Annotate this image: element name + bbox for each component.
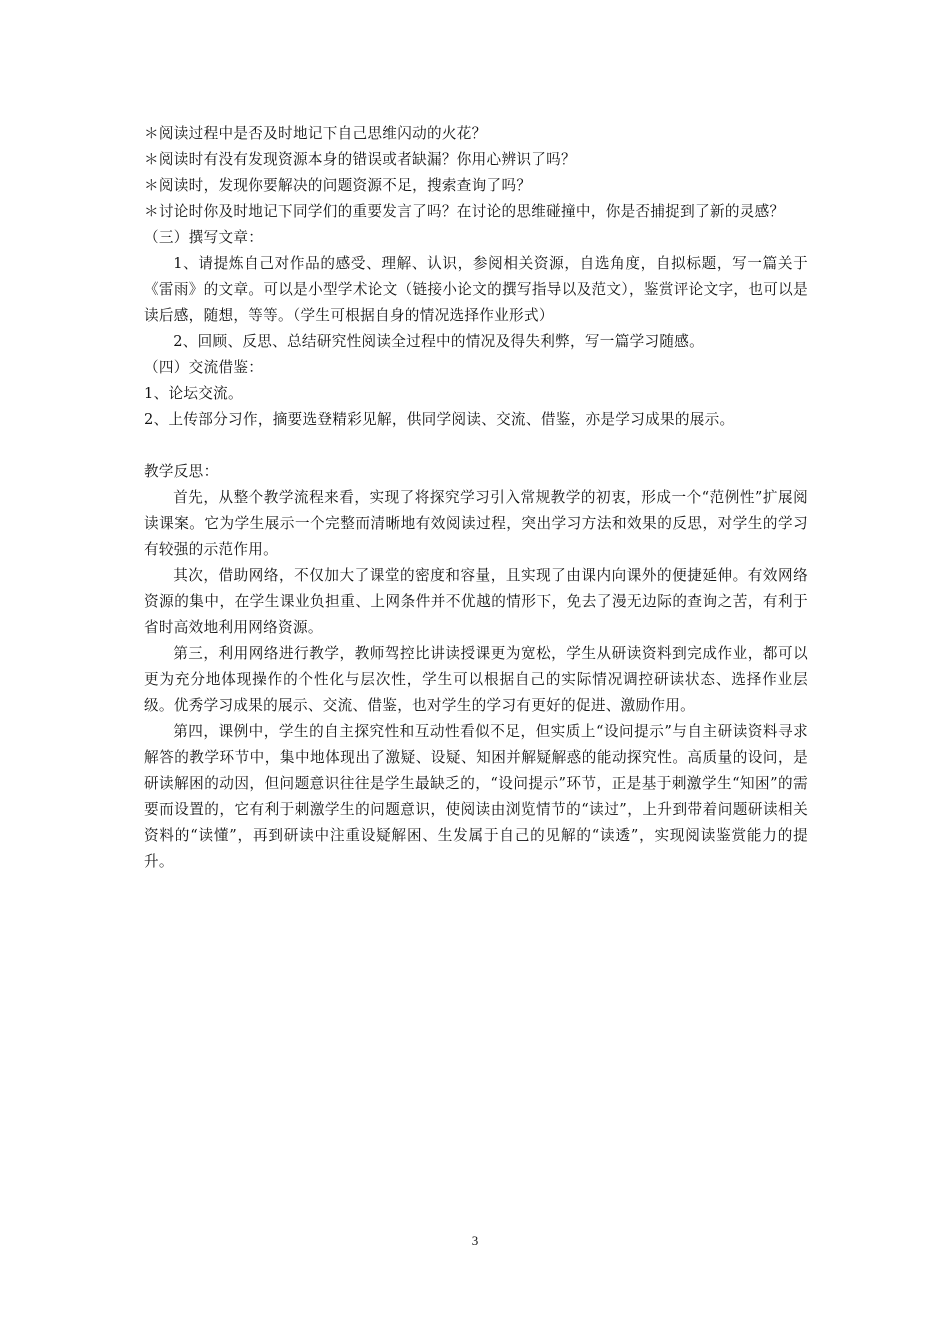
writing-task-1: 1、请提炼自己对作品的感受、理解、认识，参阅相关资源，自选角度，自拟标题，写一篇关于《雷雨》的文章。可以是小型学术论文（链接小论文的撰写指导以及范文），鉴赏评论文字，也可以是读后感，随想，等等。（学生可根据自身的情况选择作业形式） (144, 255, 808, 324)
section-heading-writing: （三）撰写文章： (144, 229, 264, 246)
reflection-heading: 教学反思： (144, 463, 219, 480)
exchange-item-2: 2、上传部分习作，摘要选登精彩见解，供同学阅读、交流、借鉴，亦是学习成果的展示。 (144, 411, 735, 428)
document-body (144, 121, 808, 875)
reflection-paragraph: 第三，利用网络进行教学，教师驾控比讲读授课更为宽松，学生从研读资料到完成作业，都可以更为充分地体现操作的个性化与层次性，学生可以根据自己的实际情况调控研读状态、选择作业层级。优秀学习成果的展示、交流、借鉴，也对学生的学习有更好的促进、激励作用。 (144, 645, 808, 714)
section-heading-exchange: （四）交流借鉴： (144, 359, 264, 376)
checklist-item: ＊阅读时有没有发现资源本身的错误或者缺漏？你用心辨识了吗？ (144, 151, 576, 168)
blank-line (144, 433, 808, 459)
checklist-item: ＊阅读时，发现你要解决的问题资源不足，搜索查询了吗？ (144, 177, 532, 194)
reflection-paragraph: 首先，从整个教学流程来看，实现了将探究学习引入常规教学的初衷，形成一个“范例性”扩展阅读课案。它为学生展示一个完整而清晰地有效阅读过程，突出学习方法和效果的反思，对学生的学习有较强的示范作用。 (144, 489, 808, 558)
page-number: 3 (471, 1233, 479, 1248)
checklist-item: ＊讨论时你及时地记下同学们的重要发言了吗？在讨论的思维碰撞中，你是否捕捉到了新的灵感？ (144, 203, 785, 220)
reflection-paragraph: 第四，课例中，学生的自主探究性和互动性看似不足，但实质上“设问提示”与自主研读资料寻求解答的教学环节中，集中地体现出了激疑、设疑、知困并解疑解惑的能动探究性。高质量的设问，是研读解困的动因，但问题意识往往是学生最缺乏的，“设问提示”环节，正是基于刺激学生“知困”的需要而设置的，它有利于刺激学生的问题意识，使阅读由浏览情节的“读过”，上升到带着问题研读相关资料的“读懂”，再到研读中注重设疑解困、生发属于自己的见解的“读透”，实现阅读鉴赏能力的提升。 (144, 723, 808, 870)
writing-task-2: 2、回顾、反思、总结研究性阅读全过程中的情况及得失利弊，写一篇学习随感。 (173, 333, 705, 350)
reflection-paragraph: 其次，借助网络，不仅加大了课堂的密度和容量，且实现了由课内向课外的便捷延伸。有效网络资源的集中，在学生课业负担重、上网条件并不优越的情形下，免去了漫无边际的查询之苦，有利于省时高效地利用网络资源。 (144, 567, 808, 636)
exchange-item-1: 1、论坛交流。 (144, 385, 243, 402)
checklist-item: ＊阅读过程中是否及时地记下自己思维闪动的火花？ (144, 125, 487, 142)
